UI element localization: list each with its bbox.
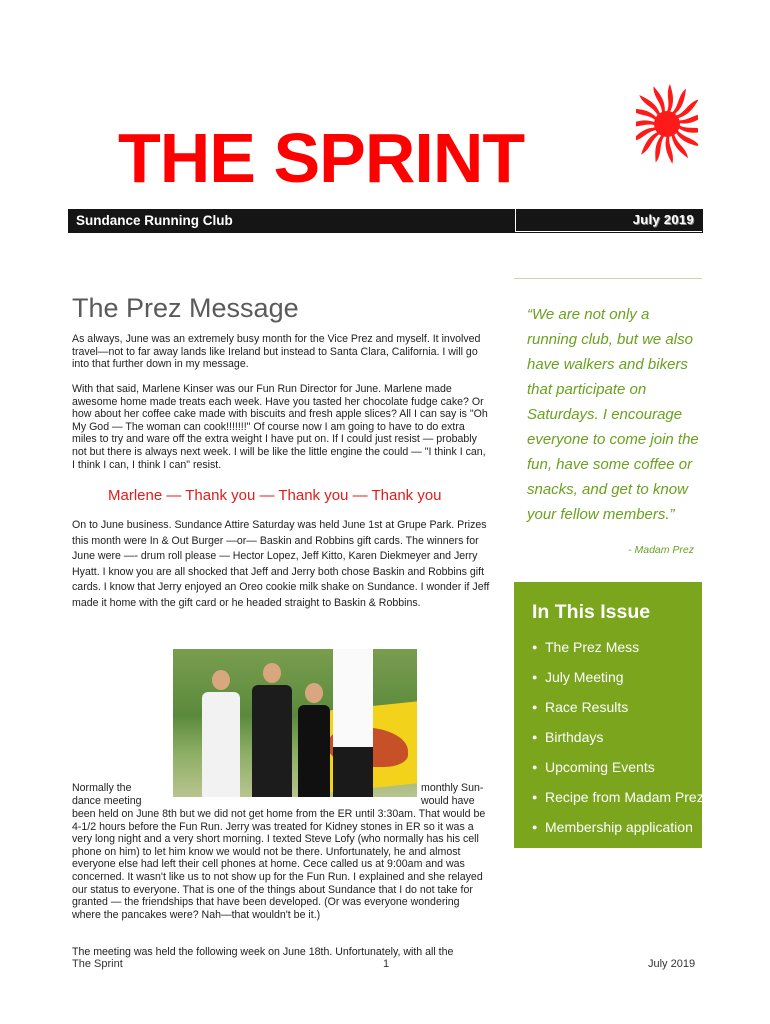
club-name: Sundance Running Club xyxy=(76,213,233,228)
in-this-issue-box xyxy=(514,582,702,848)
bullet-icon: ● xyxy=(532,762,538,772)
wrap-text-left-1: Normally the xyxy=(72,782,132,794)
article-paragraph-4: been held on June 8th but we did not get home from the ER until 3:30am. That would be 4-1/2 hours before the Fun Run. Jerry was treated for Kidney stones in ER so it was a very long night and a very short morning. I texted Steve Lofy (who normally has his cell phone on him) to let him know we would not be there. Unfortunately, he and almost everyone else had left their cell phones at home. Cece called us at 9:00am and was concerned. It wasn't like us to not show up for the Fun Run. I explained and she relayed our status to everyone. That is one of the things about Sundance that I do not take for granted — the friendships that have been developed. (Or was everyone wondering where the pancakes were? Nah—that wouldn't be it.) xyxy=(72,808,486,921)
bullet-icon: ● xyxy=(532,702,538,712)
photo-person xyxy=(296,683,332,797)
issue-list-item[interactable]: ● Recipe from Madam Prez xyxy=(532,782,704,812)
sun-logo-icon xyxy=(636,80,698,168)
issue-list-item[interactable]: ● Race Results xyxy=(532,692,704,722)
thank-you-line: Marlene — Thank you — Thank you — Thank you xyxy=(108,487,442,504)
issue-list xyxy=(532,632,704,842)
issue-date: July 2019 xyxy=(632,212,694,227)
footer-date: July 2019 xyxy=(648,958,696,970)
in-this-issue-heading: In This Issue xyxy=(532,601,651,623)
bullet-icon: ● xyxy=(532,792,538,802)
newsletter-title: THE SPRINT xyxy=(118,119,525,197)
photo-person xyxy=(331,649,375,797)
issue-list-item[interactable]: ● Upcoming Events xyxy=(532,752,704,782)
runners-photo xyxy=(173,649,417,797)
issue-list-item[interactable]: ● Birthdays xyxy=(532,722,704,752)
bullet-icon: ● xyxy=(532,672,538,682)
header-banner xyxy=(68,209,703,233)
pull-quote: “We are not only a running club, but we also have walkers and bikers that participate on Saturdays. I encourage everyone to come join the fun, have some coffee or snacks, and get to know your fellow members.” xyxy=(527,306,699,523)
article-paragraph-2: With that said, Marlene Kinser was our Fun Run Director for June. Marlene made awesome home made treats each week. Have you tasted her chocolate fudge cake? Or how about her coffee cake made with biscuits and fresh apple slices? All I can say is "Oh My God — The woman can cook!!!!!!!" Of course now I am going to have to do extra miles to try and ware off the extra weight I have put on. If I could just resist — probably not but there is always next week. I will be like the little engine the could — "I think I can, I think I can, I think I can" resist. xyxy=(72,383,488,471)
bullet-icon: ● xyxy=(532,822,538,832)
article-paragraph-5: The meeting was held the following week on June 18th. Unfortunately, with all the xyxy=(72,946,454,958)
issue-list-item[interactable]: ● The Prez Mess xyxy=(532,632,704,662)
footer-page-number: 1 xyxy=(383,958,390,970)
issue-list-item[interactable]: ● Membership application xyxy=(532,812,704,842)
article-heading: The Prez Message xyxy=(72,293,299,323)
footer-publication: The Sprint xyxy=(72,958,123,970)
wrap-text-right-2: would have xyxy=(421,795,475,807)
article-paragraph-3: On to June business. Sundance Attire Saturday was held June 1st at Grupe Park. Prizes this month were In & Out Burger —or— Baskin and Robbins gift cards. The winners for June were —- drum roll please — Hector Lopez, Jeff Kitto, Karen Diekmeyer and Jerry Hyatt. I know you are all shocked that Jeff and Jerry both chose Baskin and Robbins gift cards. I know that Jerry enjoyed an Oreo cookie milk shake on Sundance. I wonder if Jeff made it home with the gift card or he headed straight to Baskin & Robbins. xyxy=(72,519,490,609)
issue-list-item[interactable]: ● July Meeting xyxy=(532,662,704,692)
quote-attribution: - Madam Prez xyxy=(628,544,694,556)
bullet-icon: ● xyxy=(532,642,538,652)
issue-date-box xyxy=(515,209,702,232)
bullet-icon: ● xyxy=(532,732,538,742)
wrap-text-right-1: monthly Sun- xyxy=(421,782,484,794)
article-paragraph-1: As always, June was an extremely busy month for the Vice Prez and myself. It involved travel—not to far away lands like Ireland but instead to Santa Clara, California. I will go into that further down in my message. xyxy=(72,333,481,371)
sidebar-divider xyxy=(514,278,702,279)
photo-person xyxy=(201,670,241,797)
photo-person xyxy=(251,663,293,797)
wrap-text-left-2: dance meeting xyxy=(72,795,142,807)
